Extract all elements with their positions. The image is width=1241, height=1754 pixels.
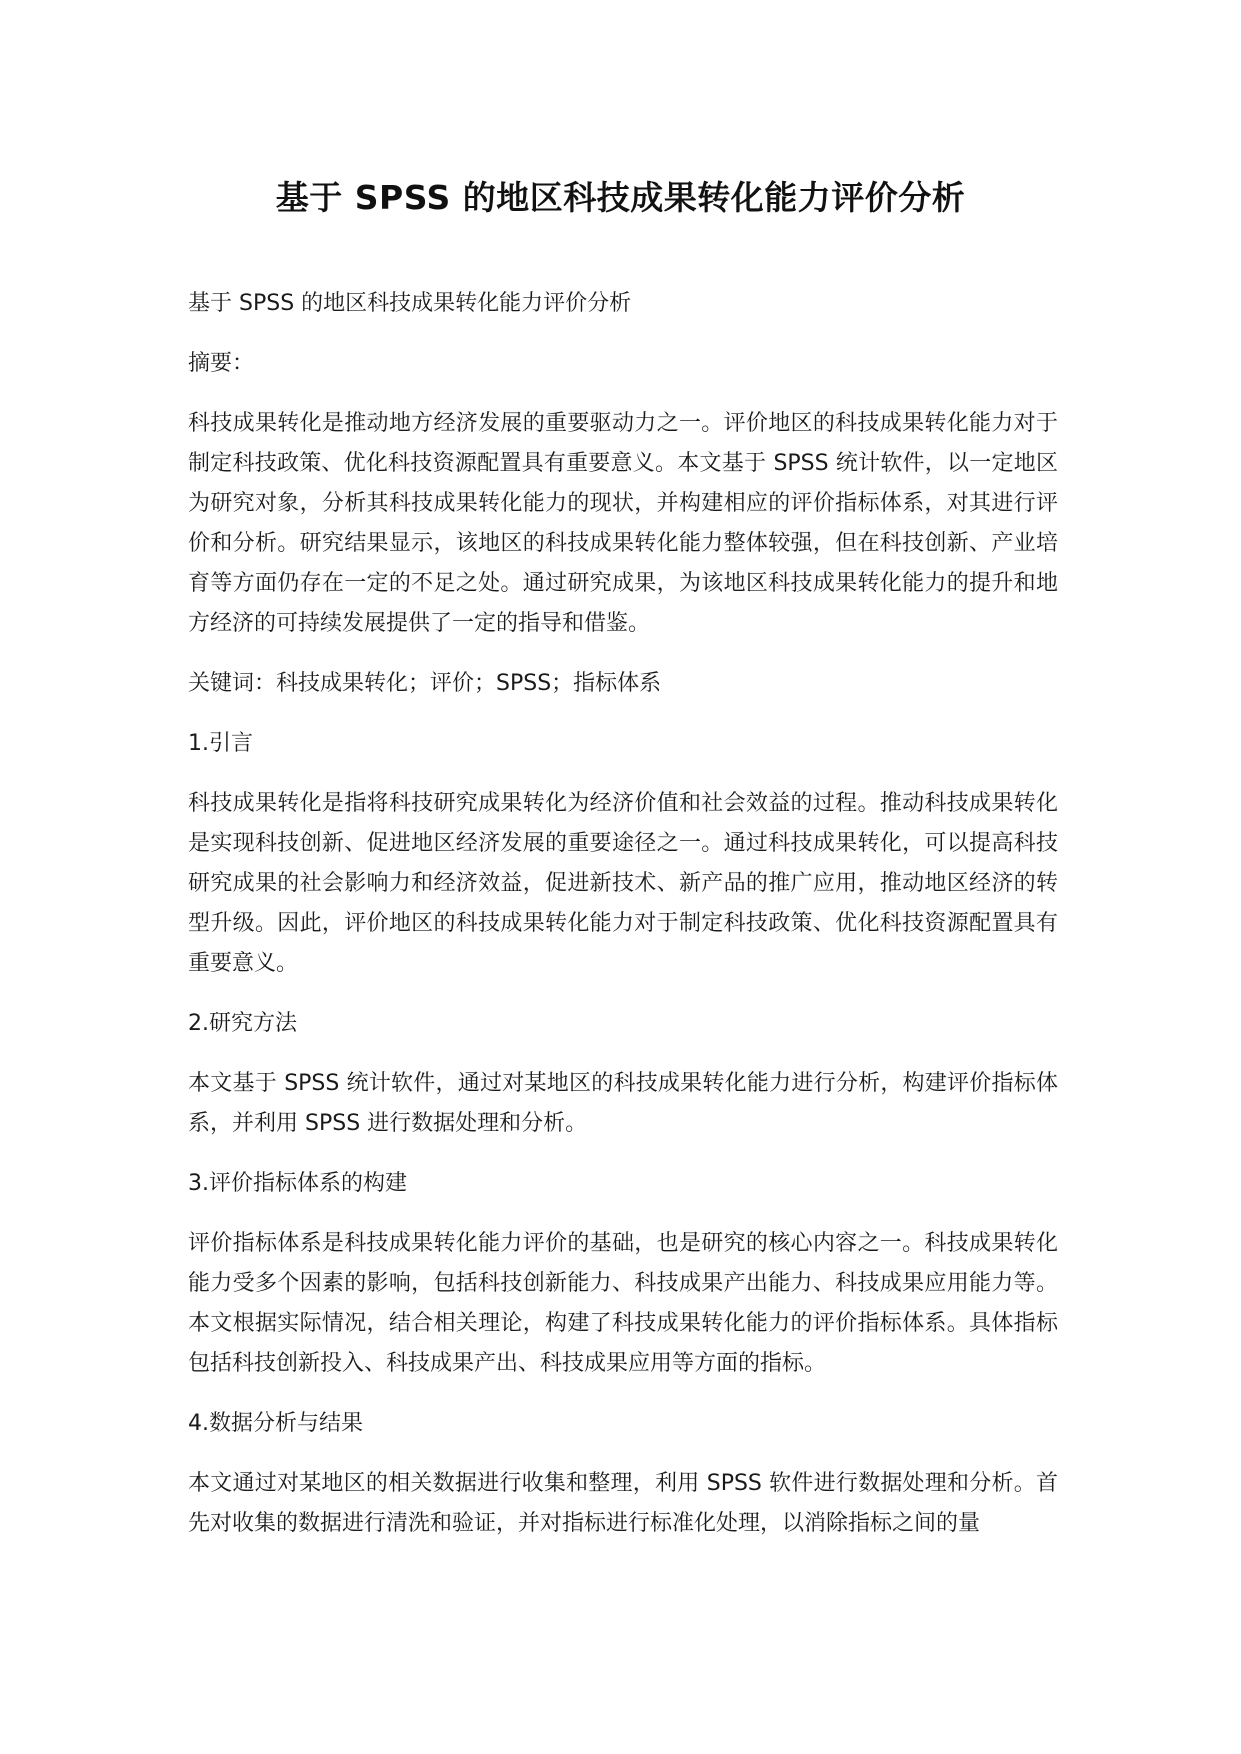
section-body-introduction: 科技成果转化是指将科技研究成果转化为经济价值和社会效益的过程。推动科技成果转化是实现科技创新、促进地区经济发展的重要途径之一。通过科技成果转化，可以提高科技研究成果的社会影响力和经济效益，促进新技术、新产品的推广应用，推动地区经济的转型升级。因此，评价地区的科技成果转化能力对于制定科技政策、优化科技资源配置具有重要意义。 bbox=[188, 791, 1058, 976]
section-body-analysis-results: 本文通过对某地区的相关数据进行收集和整理，利用 SPSS 软件进行数据处理和分析。首先对收集的数据进行清洗和验证，并对指标进行标准化处理，以消除指标之间的量 bbox=[188, 1471, 1058, 1536]
section-body-index-system: 评价指标体系是科技成果转化能力评价的基础，也是研究的核心内容之一。科技成果转化能力受多个因素的影响，包括科技创新能力、科技成果产出能力、科技成果应用能力等。本文根据实际情况，结合相关理论，构建了科技成果转化能力的评价指标体系。具体指标包括科技创新投入、科技成果产出、科技成果应用等方面的指标。 bbox=[188, 1231, 1058, 1376]
section-heading-index-system: 3.评价指标体系的构建 bbox=[188, 1171, 407, 1196]
document-subtitle: 基于 SPSS 的地区科技成果转化能力评价分析 bbox=[188, 291, 632, 316]
document-title: 基于 SPSS 的地区科技成果转化能力评价分析 bbox=[275, 178, 966, 217]
abstract-paragraph: 科技成果转化是推动地方经济发展的重要驱动力之一。评价地区的科技成果转化能力对于制定科技政策、优化科技资源配置具有重要意义。本文基于 SPSS 统计软件，以一定地区为研究对象，分析其科技成果转化能力的现状，并构建相应的评价指标体系，对其进行评价和分析。研究结果显示，该地区的科技成果转化能力整体较强，但在科技创新、产业培育等方面仍存在一定的不足之处。通过研究成果，为该地区科技成果转化能力的提升和地方经济的可持续发展提供了一定的指导和借鉴。 bbox=[188, 411, 1058, 636]
document-body bbox=[188, 284, 1058, 1564]
section-heading-methods: 2.研究方法 bbox=[188, 1011, 297, 1036]
section-heading-introduction: 1.引言 bbox=[188, 731, 253, 756]
section-body-methods: 本文基于 SPSS 统计软件，通过对某地区的科技成果转化能力进行分析，构建评价指标体系，并利用 SPSS 进行数据处理和分析。 bbox=[188, 1071, 1058, 1136]
section-heading-analysis-results: 4.数据分析与结果 bbox=[188, 1411, 363, 1436]
keywords-line: 关键词：科技成果转化；评价；SPSS；指标体系 bbox=[188, 671, 662, 696]
abstract-label: 摘要： bbox=[188, 351, 255, 376]
